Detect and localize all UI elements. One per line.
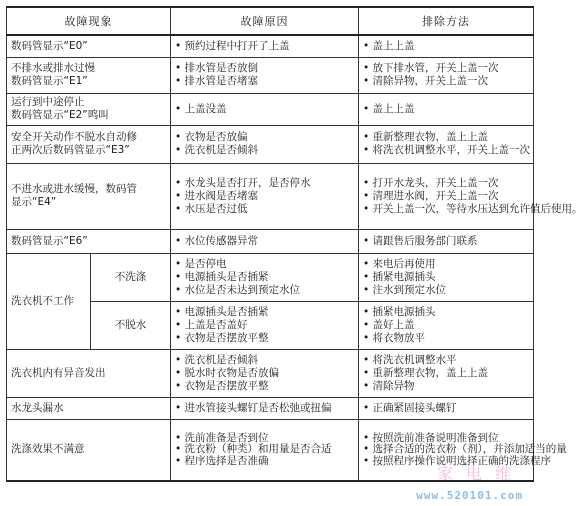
fault-table <box>6 6 583 482</box>
list-item: • 进水阀是否堵塞 <box>175 190 354 203</box>
list-item: • 洗衣粉（种类）和用量是否合适 <box>175 444 354 456</box>
cause-cell <box>171 35 359 57</box>
table-row <box>7 253 534 301</box>
list-item: • 衣物是否放偏 <box>175 131 354 144</box>
fix-cell <box>359 125 534 163</box>
cause-cell <box>171 301 359 349</box>
cause-cell <box>171 397 359 419</box>
list-item: • 请跟售后服务部门联系 <box>363 235 529 248</box>
symptom-cell: 洗涤效果不满意 <box>7 419 171 481</box>
fix-cell <box>359 57 534 93</box>
list-item: • 预约过程中打开了上盖 <box>175 40 354 53</box>
fix-cell <box>359 35 534 57</box>
table-row <box>7 349 534 397</box>
cause-cell <box>171 229 359 253</box>
list-item: • 排水管是否堵塞 <box>175 75 354 88</box>
list-item: • 排水管是否放倒 <box>175 62 354 75</box>
list-item: • 重新整理衣物，盖上上盖 <box>363 367 529 380</box>
symptom-cell: 洗衣机内有异音发出 <box>7 349 171 397</box>
list-item: • 注水到预定水位 <box>363 284 529 297</box>
list-item: • 放下排水管，开关上盖一次 <box>363 62 529 75</box>
cause-cell <box>171 253 359 301</box>
symptom-cell: 运行到中途停止 数码管显示“E2”鸣叫 <box>7 93 171 125</box>
list-item: • 插紧电源插头 <box>363 306 529 319</box>
list-item: • 按照洗前准备说明准备到位 <box>363 433 529 445</box>
list-item: • 水龙头是否打开，是否停水 <box>175 177 354 190</box>
list-item: • 是否停电 <box>175 258 354 271</box>
fix-cell <box>359 229 534 253</box>
table-row <box>7 57 534 93</box>
sub-symptom-cell: 不脱水 <box>91 301 171 349</box>
symptom-cell: 不排水或排水过慢 数码管显示“E1” <box>7 57 171 93</box>
symptom-cell: 水龙头漏水 <box>7 397 171 419</box>
cause-cell <box>171 57 359 93</box>
list-item: • 进水管接头螺钉是否松弛或扭偏 <box>175 402 354 415</box>
fix-cell <box>359 253 534 301</box>
list-item: • 脱水时衣物是否放偏 <box>175 367 354 380</box>
header-symptom: 故障现象 <box>7 7 171 35</box>
fix-cell <box>359 349 534 397</box>
table-row <box>7 163 534 229</box>
fix-cell <box>359 163 583 229</box>
symptom-cell: 数码管显示“E0” <box>7 35 171 57</box>
table-row <box>7 397 534 419</box>
watermark-logo: 家 电 维 <box>436 464 515 483</box>
list-item: • 盖上上盖 <box>363 103 529 116</box>
list-item: • 水位是否未达到预定水位 <box>175 284 354 297</box>
watermark-text: www.520101.com <box>416 489 523 502</box>
cause-cell <box>171 419 359 481</box>
list-item: • 洗前准备是否到位 <box>175 433 354 445</box>
list-item: • 洗衣机是否倾斜 <box>175 354 354 367</box>
fix-cell <box>359 93 534 125</box>
header-cause: 故障原因 <box>171 7 359 35</box>
header-row <box>7 7 534 35</box>
fix-cell <box>359 301 534 349</box>
list-item: • 正确紧固接头螺钉 <box>363 402 529 415</box>
table-row <box>7 35 534 57</box>
list-item: • 清理进水阀，开关上盖一次 <box>363 190 529 203</box>
symptom-cell: 数码管显示“E6” <box>7 229 171 253</box>
list-item: • 洗衣机是否倾斜 <box>175 144 354 157</box>
list-item: • 衣物是否摆放平整 <box>175 380 354 393</box>
symptom-cell: 洗衣机不工作 <box>7 253 91 349</box>
sub-symptom-cell: 不洗涤 <box>91 253 171 301</box>
list-item: • 重新整理衣物，盖上上盖 <box>363 131 529 144</box>
list-item: • 开关上盖一次，等待水压达到允许值后使用。 <box>363 203 529 216</box>
list-item: • 来电后再使用 <box>363 258 529 271</box>
list-item: • 选择合适的洗衣粉（剂），并添加适当的量 <box>363 444 529 456</box>
list-item: • 盖好上盖 <box>363 319 529 332</box>
list-item: • 按照程序操作说明选择正确的洗涤程序 <box>363 456 529 468</box>
list-item: • 上盖是否盖好 <box>175 319 354 332</box>
list-item: • 将洗衣机调整水平 <box>363 354 529 367</box>
cause-cell <box>171 93 359 125</box>
symptom-cell: 不进水或进水缓慢，数码管 显示“E4” <box>7 163 171 229</box>
list-item: • 水位传感器异常 <box>175 235 354 248</box>
list-item: • 电源插头是否插紧 <box>175 271 354 284</box>
table-row <box>7 229 534 253</box>
cause-cell <box>171 163 359 229</box>
list-item: • 电源插头是否插紧 <box>175 306 354 319</box>
list-item: • 打开水龙头，开关上盖一次 <box>363 177 529 190</box>
list-item: • 上盖没盖 <box>175 103 354 116</box>
list-item: • 水压是否过低 <box>175 203 354 216</box>
fix-cell <box>359 397 534 419</box>
list-item: • 盖上上盖 <box>363 40 529 53</box>
list-item: • 将洗衣机调整水平，开关上盖一次 <box>363 144 529 157</box>
cause-cell <box>171 349 359 397</box>
list-item: • 衣物是否摆放平整 <box>175 332 354 345</box>
table-row <box>7 125 534 163</box>
list-item: • 清除异物 <box>363 380 529 393</box>
list-item: • 插紧电源插头 <box>363 271 529 284</box>
list-item: • 清除异物，开关上盖一次 <box>363 75 529 88</box>
list-item: • 将衣物放平 <box>363 332 529 345</box>
header-fix: 排除方法 <box>359 7 534 35</box>
list-item: • 程序选择是否准确 <box>175 456 354 468</box>
table-row <box>7 93 534 125</box>
symptom-cell: 安全开关动作不脱水自动修 正两次后数码管显示“E3” <box>7 125 171 163</box>
cause-cell <box>171 125 359 163</box>
